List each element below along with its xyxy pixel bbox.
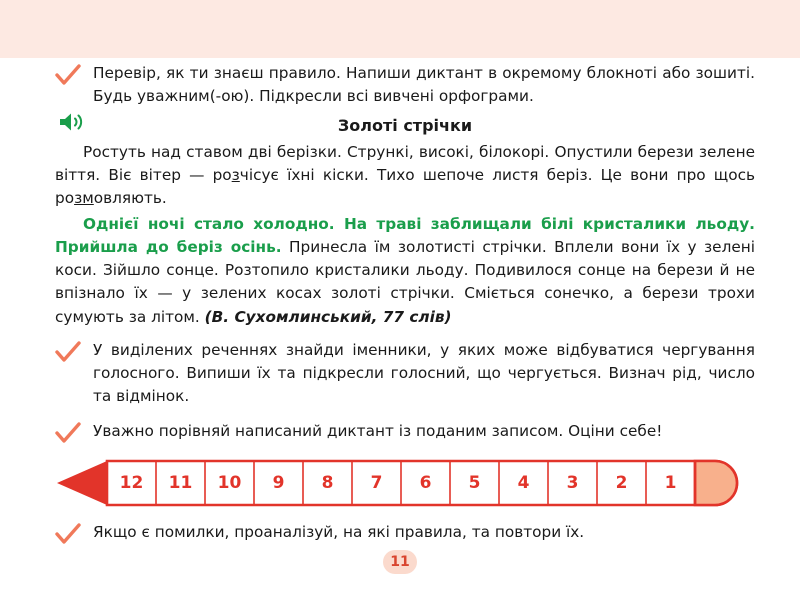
- rating-cell[interactable]: 11: [168, 472, 193, 493]
- rating-cell[interactable]: 5: [468, 472, 481, 493]
- check-icon: [55, 422, 81, 444]
- check-icon: [55, 64, 81, 86]
- rating-cell[interactable]: 4: [517, 472, 530, 493]
- page-content: [55, 62, 755, 548]
- rating-cell[interactable]: 12: [119, 472, 144, 493]
- pencil-rating-scale[interactable]: [55, 455, 755, 511]
- task-text-2: У виділених реченнях знайди іменники, у яких може відбуватися чергування голосного. Випиши їх та підкресли голосний, що чергується. Визнач рід, число та відмінок.: [93, 340, 755, 405]
- task-item-4: [55, 521, 755, 544]
- rating-cell[interactable]: 3: [566, 472, 579, 493]
- check-icon: [55, 341, 81, 363]
- dictation-paragraph-2: [55, 213, 755, 329]
- rating-values: [55, 455, 755, 511]
- p1-underline-2: зм: [74, 189, 94, 208]
- p1-underline-1: з: [231, 166, 240, 185]
- rating-cell[interactable]: 9: [272, 472, 285, 493]
- rating-cell[interactable]: 1: [664, 472, 677, 493]
- header-band: [0, 0, 800, 58]
- p2-highlighted-sentences: Однієї ночі стало холодно. На траві заблищали білі кристалики льоду. Прийшла до беріз осінь.: [55, 214, 755, 256]
- check-icon: [55, 523, 81, 545]
- task-item-3: [55, 420, 755, 443]
- task-item-1: [55, 62, 755, 108]
- task-text-4: Якщо є помилки, проаналізуй, на які правила, та повтори їх.: [93, 522, 585, 541]
- dictation-source: (В. Сухомлинський, 77 слів): [204, 307, 452, 326]
- rating-cell[interactable]: 8: [321, 472, 334, 493]
- p2-rest: Принесла їм золотисті стрічки. Вплели вони їх у зелені коси. Зійшло сонце. Розтопило кристалики льоду. Подивилося сонце на берези й не впізнало їх — у зелених косах золоті стрічки. Сміється сонечко, а берези трохи сумують за літом.: [55, 237, 756, 326]
- rating-cell[interactable]: 2: [615, 472, 628, 493]
- rating-cell[interactable]: 7: [370, 472, 383, 493]
- p1-part-a: Ростуть над ставом дві берізки. Стрункі, високі, білокорі. Опустили берези зелене віття. Віє вітер — ро: [55, 142, 755, 185]
- task-text-3: Уважно порівняй написаний диктант із поданим записом. Оціни себе!: [93, 421, 663, 440]
- task-item-2: [55, 339, 755, 408]
- speaker-icon[interactable]: [57, 110, 87, 134]
- rating-cell[interactable]: 10: [217, 472, 242, 493]
- dictation-title: Золоті стрічки: [337, 115, 473, 135]
- rating-cell[interactable]: 6: [419, 472, 432, 493]
- p1-part-b: чісує їхні кіски. Тихо шепоче листя беріз. Це вони про щось ро: [55, 166, 756, 208]
- page-number: 11: [383, 550, 417, 574]
- task-text-1: Перевір, як ти знаєш правило. Напиши диктант в окремому блокноті або зошиті. Будь уважним(-ою). Підкресли всі вивчені орфограми.: [93, 64, 755, 105]
- p1-part-c: овляють.: [93, 189, 167, 208]
- dictation-paragraph-1: [55, 141, 755, 211]
- audio-row: [55, 112, 755, 138]
